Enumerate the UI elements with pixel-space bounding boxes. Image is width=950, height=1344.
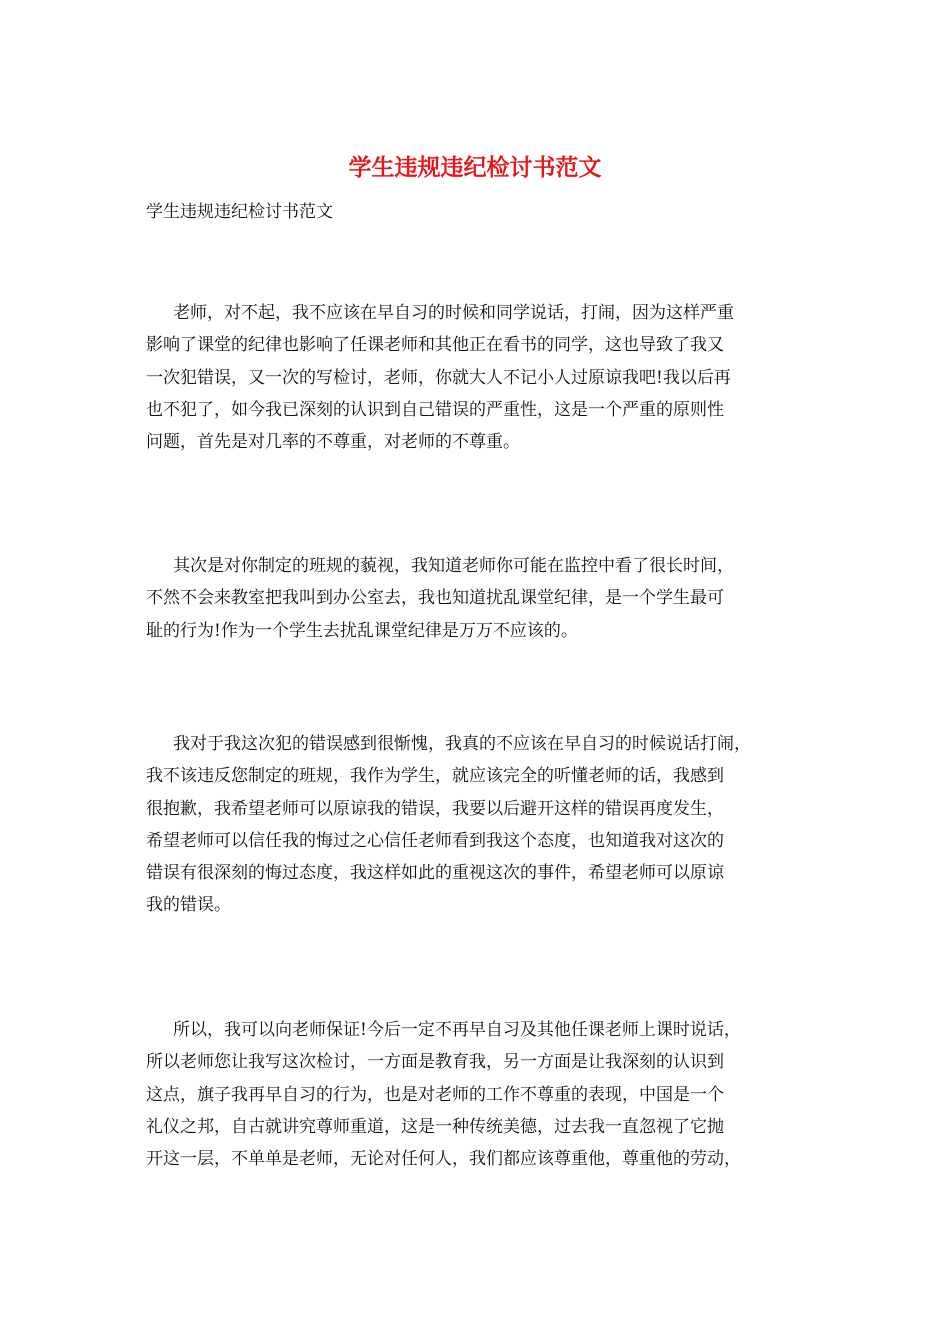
paragraph-line: 开这一层，不单单是老师，无论对任何人，我们都应该尊重他，尊重他的劳动，	[146, 1149, 741, 1170]
paragraph-line: 问题，首先是对几率的不尊重，对老师的不尊重。	[146, 432, 520, 453]
paragraph-line: 也不犯了，如今我已深刻的认识到自己错误的严重性，这是一个严重的原则性	[146, 399, 724, 420]
paragraph-1	[146, 297, 826, 458]
paragraph-line: 这点，旗子我再早自习的行为，也是对老师的工作不尊重的表现，中国是一个	[146, 1084, 724, 1105]
paragraph-line: 耻的行为!作为一个学生去扰乱课堂纪律是万万不应该的。	[146, 620, 578, 641]
paragraph-line: 一次犯错误，又一次的写检讨，老师，你就大人不记小人过原谅我吧!我以后再	[146, 367, 731, 388]
paragraph-2	[146, 550, 826, 647]
paragraph-line: 错误有很深刻的悔过态度，我这样如此的重视这次的事件，希望老师可以原谅	[146, 863, 724, 884]
document-subtitle: 学生违规违纪检讨书范文	[146, 202, 333, 222]
paragraph-4	[146, 1014, 826, 1175]
paragraph-line: 礼仪之邦，自古就讲究尊师重道，这是一种传统美德，过去我一直忽视了它抛	[146, 1116, 724, 1137]
paragraph-line: 希望老师可以信任我的悔过之心信任老师看到我这个态度，也知道我对这次的	[146, 830, 724, 851]
paragraph-line: 很抱歉，我希望老师可以原谅我的错误，我要以后避开这样的错误再度发生，	[146, 798, 724, 819]
paragraph-line: 其次是对你制定的班规的藐视，我知道老师你可能在监控中看了很长时间，	[173, 556, 734, 576]
paragraph-3	[146, 728, 826, 922]
paragraph-line: 所以，我可以向老师保证!今后一定不再早自习及其他任课老师上课时说话，	[173, 1020, 741, 1040]
document-title: 学生违规违纪检讨书范文	[348, 154, 602, 181]
paragraph-line: 我的错误。	[146, 895, 231, 916]
paragraph-line: 所以老师您让我写这次检讨，一方面是教育我，另一方面是让我深刻的认识到	[146, 1052, 724, 1073]
paragraph-line: 不然不会来教室把我叫到办公室去，我也知道扰乱课堂纪律，是一个学生最可	[146, 588, 724, 609]
paragraph-line: 影响了课堂的纪律也影响了任课老师和其他正在看书的同学，这也导致了我又	[146, 335, 724, 356]
paragraph-line: 我对于我这次犯的错误感到很惭愧，我真的不应该在早自习的时候说话打闹，	[173, 734, 751, 754]
paragraph-line: 老师，对不起，我不应该在早自习的时候和同学说话，打闹，因为这样严重	[173, 303, 734, 323]
paragraph-line: 我不该违反您制定的班规，我作为学生，就应该完全的听懂老师的话，我感到	[146, 766, 724, 787]
